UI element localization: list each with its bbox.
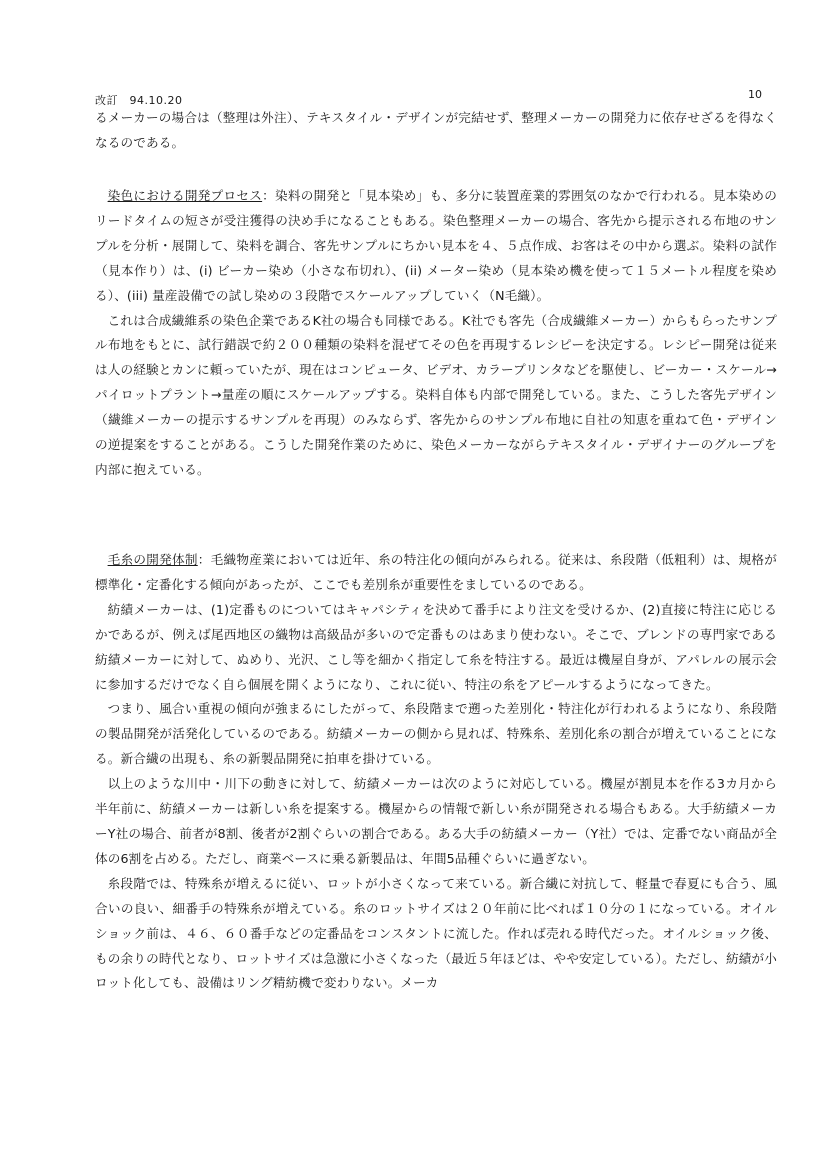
yarn-heading: 毛糸の開発体制 — [107, 552, 198, 567]
yarn-paragraph-2: 紡績メーカーは、(1)定番ものについてはキャパシティを決めて番手により注文を受けるか、(2)直接に特注に応じるかであるが、例えば尾西地区の織物は高級品が多いので定番ものはあまり使わない。そこで、ブレンドの専門家である紡績メーカーに対して、ぬめり、光沢、こし等を細かく指定して糸を特注する。最近は機屋自身が、アパレルの展示会に参加するだけでなく自ら個展を開くようになり、これに従い、特注の糸をアピールするようになってきた。 — [95, 601, 777, 692]
dyeing-paragraph-1-text: ：染料の開発と「見本染め」も、多分に装置産業的雰囲気のなかで行われる。見本染めのリードタイムの短さが受注獲得の決め手になることもある。染色整理メーカーの場合、客先から提示される布地のサンプルを分析・展開して、染料を調合、客先サンプルにちかい見本を４、５点作成、お客はその中から選ぶ。染料の試作（見本作り）は、(i) ビーカー染め（小さな布切れ）、(ii) メーター染め（見本染め機を使って１５メートル程度を染める）、(iii) 量産設備での試し染めの３段階でスケールアップしていく（N毛織）。 — [95, 188, 777, 303]
yarn-paragraph-3: つまり、風合い重視の傾向が強まるにしたがって、糸段階まで遡った差別化・特注化が行われるようになり、糸段階の製品開発が活発化しているのである。紡績メーカーの側から見れば、特殊糸、差別化糸の割合が増えていることになる。新合繊の出現も、糸の新製品開発に拍車を掛けている。 — [95, 701, 777, 767]
continuation-block — [95, 106, 777, 156]
yarn-paragraph-1 — [95, 548, 777, 598]
dyeing-heading: 染色における開発プロセス — [107, 188, 263, 203]
dyeing-section — [95, 184, 777, 483]
dyeing-paragraph-1 — [95, 184, 777, 309]
continuation-paragraph: るメーカーの場合は（整理は外注）、テキスタイル・デザインが完結せず、整理メーカーの開発力に依存せざるを得なくなるのである。 — [95, 110, 777, 150]
yarn-section — [95, 548, 777, 996]
yarn-paragraph-4: 以上のような川中・川下の動きに対して、紡績メーカーは次のように対応している。機屋が割見本を作る3カ月から半年前に、紡績メーカーは新しい糸を提案する。機屋からの情報で新しい糸が開発される場合もある。大手紡績メーカーY社の場合、前者が8割、後者が2割ぐらいの割合である。ある大手の紡績メーカー（Y社）では、定番でない商品が全体の6割を占める。ただし、商業ベースに乗る新製品は、年間5品種ぐらいに過ぎない。 — [95, 776, 777, 866]
dyeing-paragraph-2: これは合成繊維系の染色企業であるK社の場合も同様である。K社でも客先（合成繊維メーカー）からもらったサンプル布地をもとに、試行錯誤で約２００種類の染料を混ぜてその色を再現するレシピーを決定する。レシピー開発は従来は人の経験とカンに頼っていたが、現在はコンピュータ、ビデオ、カラープリンタなどを駆使し、ビーカー・スケール→パイロットプラント→量産の順にスケールアップする。染料自体も内部で開発している。また、こうした客先デザイン（繊維メーカーの提示するサンプルを再現）のみならず、客先からのサンプル布地に自社の知恵を重ねて色・デザインの逆提案をすることがある。こうした開発作業のために、染色メーカーながらテキスタイル・デザイナーのグループを内部に抱えている。 — [95, 312, 777, 477]
revision-date: 改訂 94.10.20 — [95, 94, 183, 107]
yarn-paragraph-1-text: ：毛織物産業においては近年、糸の特注化の傾向がみられる。従来は、糸段階（低粗利）は、規格が標準化・定番化する傾向があったが、ここでも差別糸が重要性をましているのである。 — [95, 552, 777, 592]
page-number: 10 — [748, 88, 762, 101]
yarn-paragraph-5: 糸段階では、特殊糸が増えるに従い、ロットが小さくなって来ている。新合繊に対抗して、軽量で春夏にも合う、風合いの良い、細番手の特殊糸が増えている。糸のロットサイズは２０年前に比べれば１０分の１になっている。オイルショック前は、４６、６０番手などの定番品をコンスタントに流した。作れば売れる時代だった。オイルショック後、もの余りの時代となり、ロットサイズは急激に小さくなった（最近５年ほどは、やや安定している）。ただし、紡績が小ロット化しても、設備はリング精紡機で変わりない。メーカ — [95, 875, 777, 991]
